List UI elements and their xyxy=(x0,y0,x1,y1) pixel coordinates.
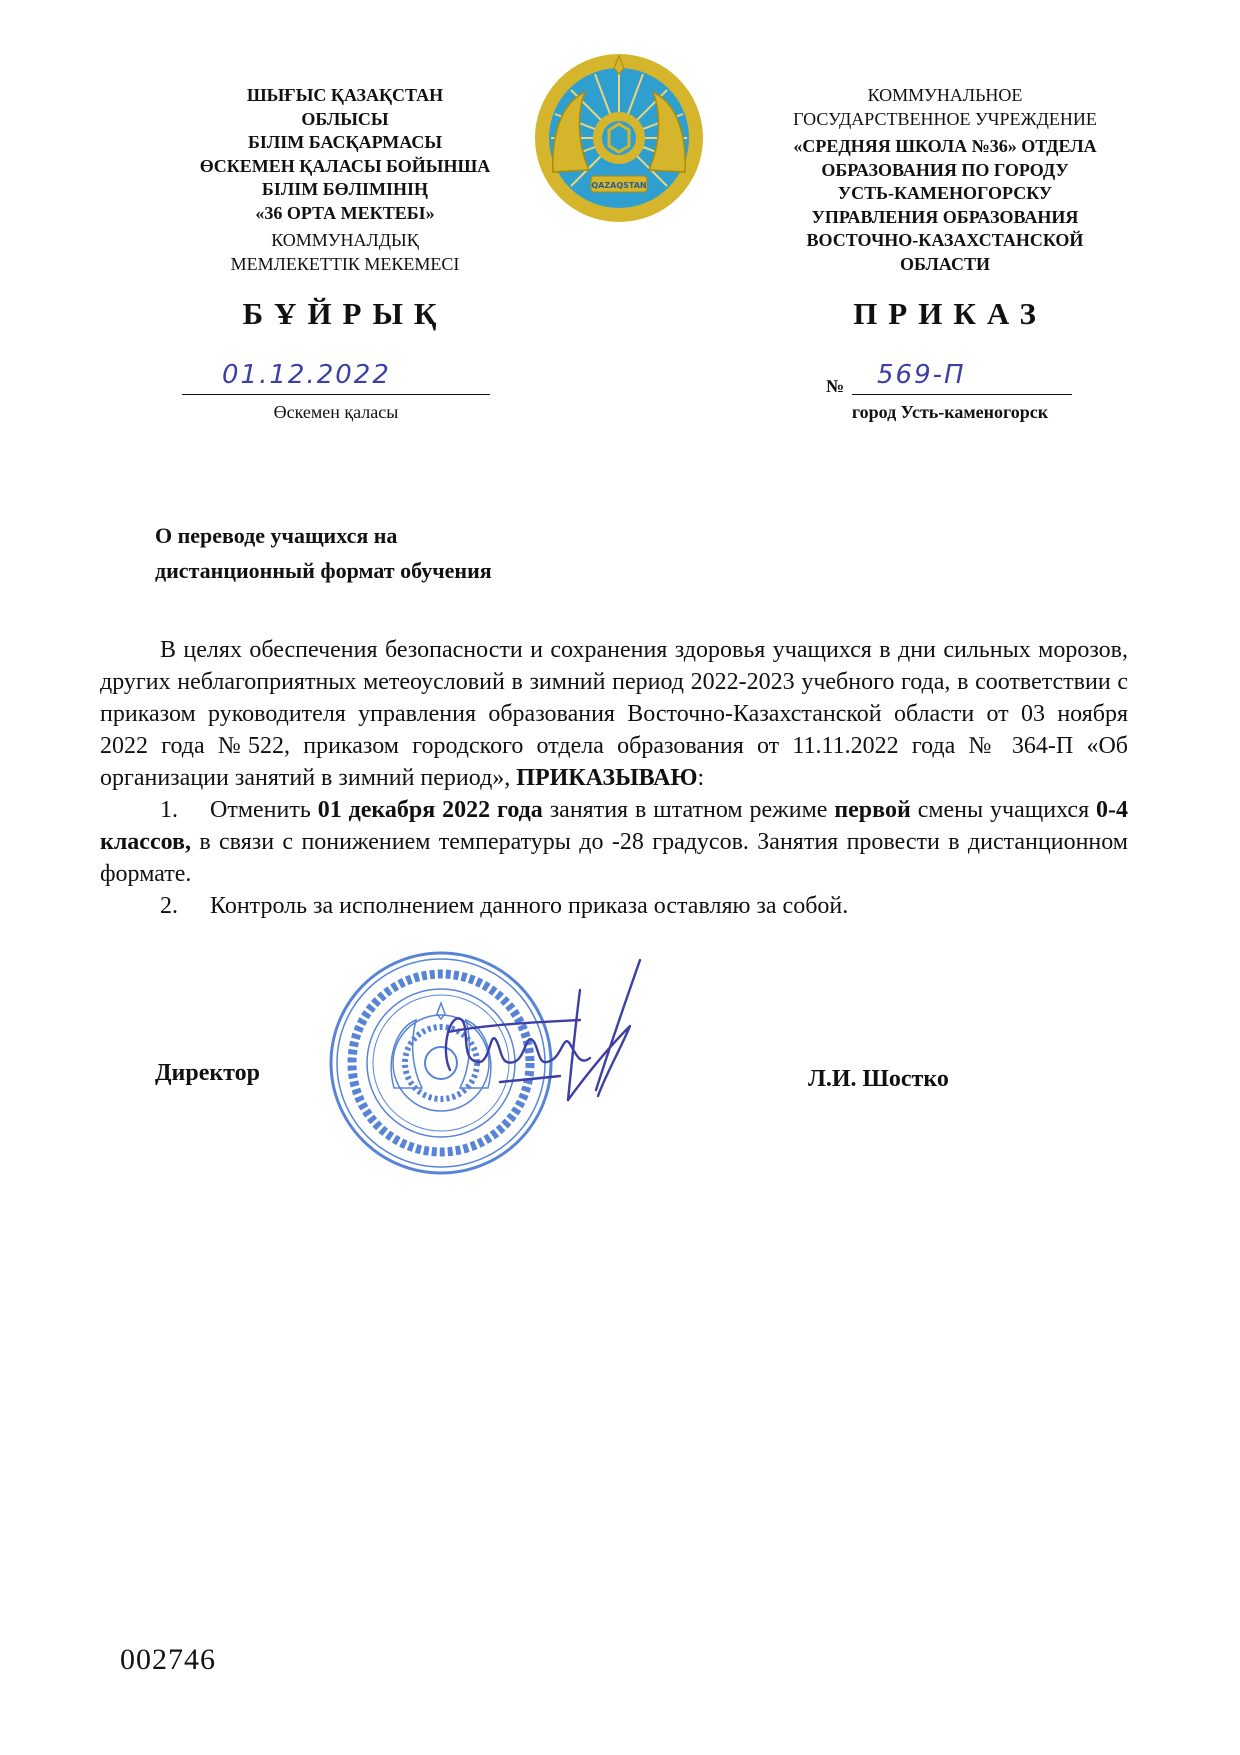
order-word-russian: ПРИКАЗ xyxy=(853,296,1047,331)
header-left-line: ӨСКЕМЕН ҚАЛАСЫ БОЙЫНША xyxy=(199,155,491,176)
number-label: № xyxy=(826,376,845,396)
header-right-line: «СРЕДНЯЯ ШКОЛА №36» ОТДЕЛА xyxy=(793,136,1097,156)
subject-line: дистанционный формат обучения xyxy=(155,558,492,583)
city-kazakh: Өскемен қаласы xyxy=(273,402,399,422)
order-word-kazakh: БҰЙРЫҚ xyxy=(242,296,448,331)
header-right-line: ОБЛАСТИ xyxy=(900,253,990,274)
kazakhstan-state-emblem-icon xyxy=(533,52,705,224)
item-text: занятия в штатном режиме xyxy=(542,797,835,823)
order-item-2 xyxy=(100,890,1128,922)
item-text: в связи с понижением температуры до -28 градусов. Занятия провести в дистанционном формате. xyxy=(100,829,1128,887)
order-body xyxy=(100,634,1128,922)
header-right-subline: КОММУНАЛЬНОЕ xyxy=(867,85,1023,105)
number-underline xyxy=(852,394,1072,395)
header-right-russian xyxy=(760,84,1130,276)
header-left-line: ОБЛЫСЫ xyxy=(301,108,389,129)
header-left-line: «36 ОРТА МЕКТЕБІ» xyxy=(255,202,435,223)
header-right-subline: ГОСУДАРСТВЕННОЕ УЧРЕЖДЕНИЕ xyxy=(793,108,1097,129)
header-left-line: ШЫҒЫС ҚАЗАҚСТАН xyxy=(246,85,444,105)
item-bold-text: первой xyxy=(834,797,911,823)
item-text: смены учащихся xyxy=(910,797,1097,823)
item-number: 1. xyxy=(160,797,178,823)
header-left-line: БІЛІМ БАСҚАРМАСЫ xyxy=(247,132,443,152)
handwritten-order-number: 569-П xyxy=(877,360,966,390)
signatory-title: Директор xyxy=(155,1060,260,1086)
header-right-line: УПРАВЛЕНИЯ ОБРАЗОВАНИЯ xyxy=(811,206,1079,227)
order-item-1 xyxy=(100,794,1128,890)
document-serial-number: 002746 xyxy=(120,1643,216,1676)
header-left-subline: КОММУНАЛДЫҚ xyxy=(271,230,419,250)
date-underline xyxy=(182,394,490,395)
intro-text: В целях обеспечения безопасности и сохранения здоровья учащихся в дни сильных морозов, других неблагоприятных метеоусловий в зимний период 2022-2023 учебного года, в соответствии с приказом руководителя управления образования Восточно-Казахстанской области от 03 ноября 2022 года №522, приказом городского отдела образования от 11.11.2022 года № 364-П «Об организации занятий в зимний период», xyxy=(100,637,1128,791)
decree-word: ПРИКАЗЫВАЮ xyxy=(516,765,698,791)
item-bold-text: 01 декабря 2022 года xyxy=(317,797,543,823)
item-text: Отменить xyxy=(210,797,318,823)
header-right-line: ВОСТОЧНО-КАЗАХСТАНСКОЙ xyxy=(806,230,1084,250)
handwritten-signature-icon xyxy=(430,950,660,1120)
header-right-line: ОБРАЗОВАНИЯ ПО ГОРОДУ xyxy=(821,159,1069,180)
header-left-subline: МЕМЛЕКЕТТІК МЕКЕМЕСІ xyxy=(230,253,460,274)
body-intro-paragraph xyxy=(100,634,1128,794)
decree-colon: : xyxy=(697,765,705,791)
emblem-text: QAZAQSTAN xyxy=(591,181,647,190)
item-number: 2. xyxy=(160,893,178,919)
city-russian: город Усть-каменогорск xyxy=(851,402,1049,422)
item-text: Контроль за исполнением данного приказа оставляю за собой. xyxy=(210,893,849,919)
header-left-kazakh xyxy=(180,84,510,276)
item-bold-text: 0-4 классов, xyxy=(100,797,1129,855)
header-right-line: УСТЬ-КАМЕНОГОРСКУ xyxy=(837,183,1053,203)
header-left-line: БІЛІМ БӨЛІМІНІҢ xyxy=(261,179,429,199)
signatory-name: Л.И. Шостко xyxy=(808,1066,949,1092)
order-subject xyxy=(155,518,492,588)
handwritten-date: 01.12.2022 xyxy=(222,360,391,390)
subject-line: О переводе учащихся на xyxy=(155,523,398,548)
